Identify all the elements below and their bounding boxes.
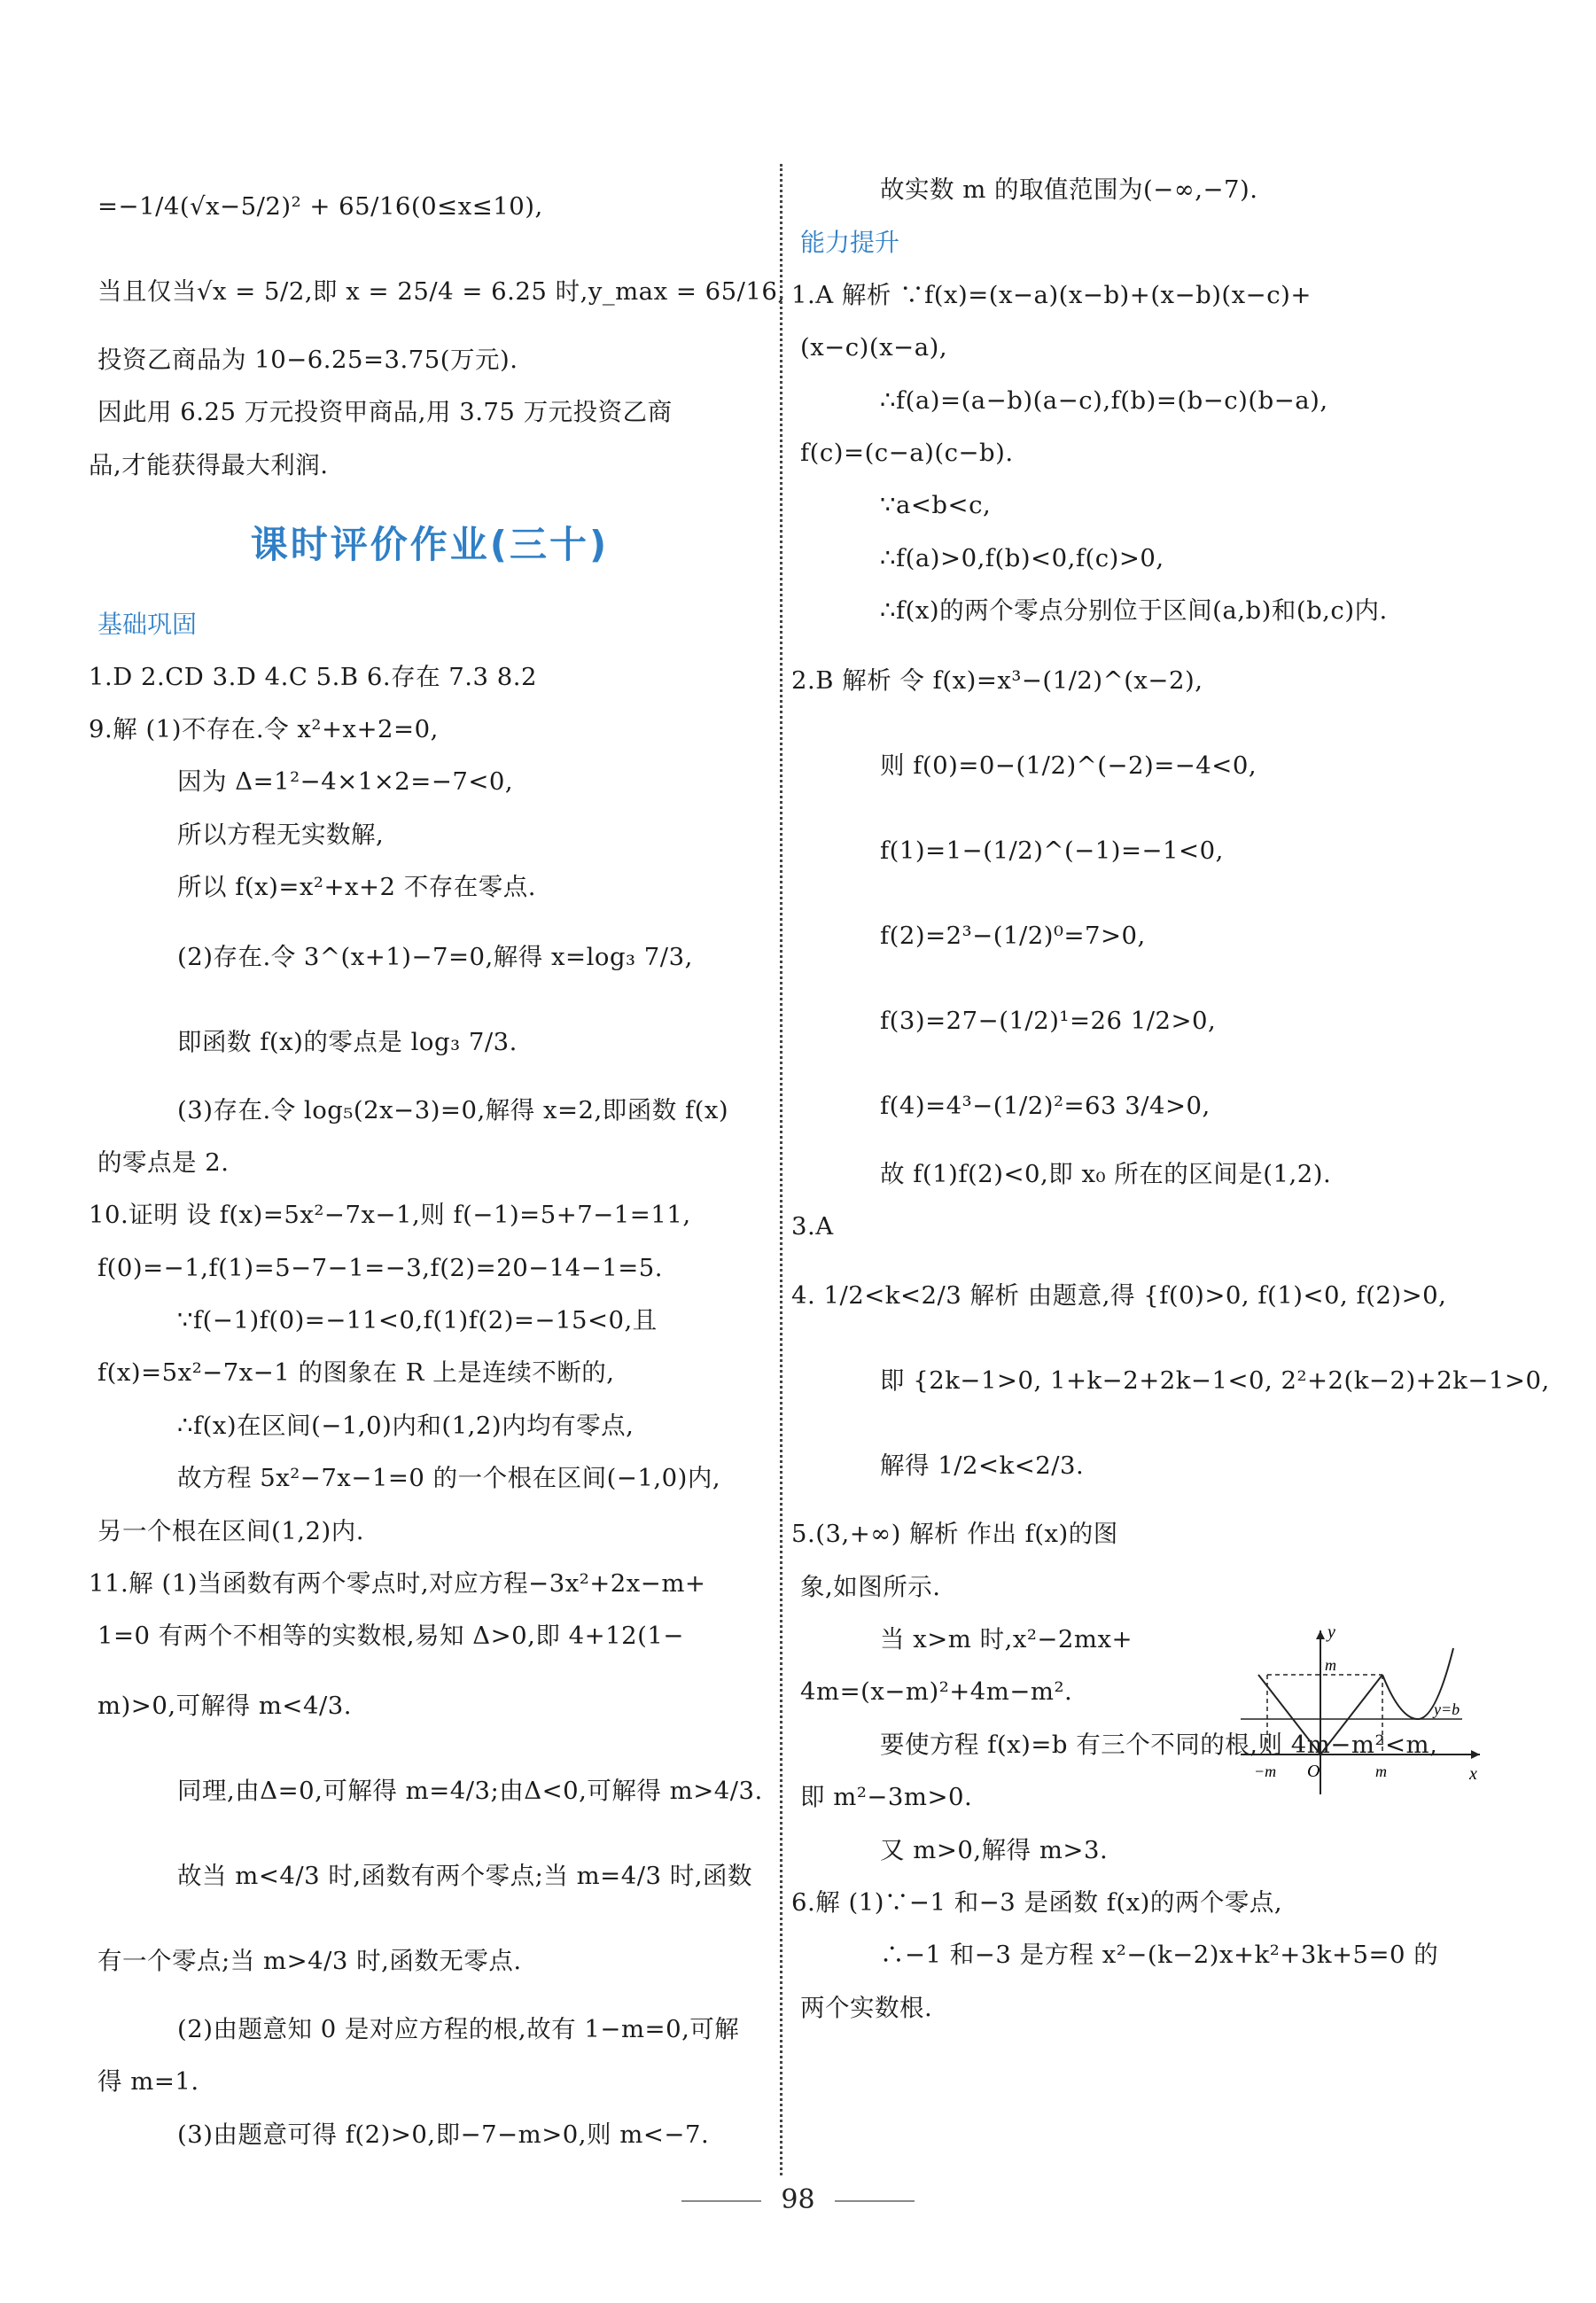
text-line: (x−c)(x−a), <box>800 333 948 362</box>
text-line: 故实数 m 的取值范围为(−∞,−7). <box>880 175 1258 204</box>
text-line: f(0)=−1,f(1)=5−7−1=−3,f(2)=20−14−1=5. <box>97 1253 664 1282</box>
x-axis-arrow <box>1471 1750 1480 1759</box>
footer-rule-right <box>835 2200 915 2202</box>
text-line: 投资乙商品为 10−6.25=3.75(万元). <box>97 346 518 374</box>
text-line: 另一个根在区间(1,2)内. <box>97 1516 364 1545</box>
y-label: y <box>1327 1622 1335 1642</box>
text-line: 所以方程无实数解, <box>177 820 385 849</box>
text-line: m)>0,可解得 m<4/3. <box>97 1691 352 1720</box>
text-line: (3)存在.令 log₅(2x−3)=0,解得 x=2,即函数 f(x) <box>177 1095 729 1124</box>
text-line: =−1/4(√x−5/2)² + 65/16(0≤x≤10), <box>97 192 543 221</box>
function-graph <box>1223 1622 1489 1799</box>
text-line: 1.A 解析 ∵f(x)=(x−a)(x−b)+(x−b)(x−c)+ <box>791 280 1312 309</box>
text-line: 象,如图所示. <box>800 1572 941 1601</box>
text-line: (2)存在.令 3^(x+1)−7=0,解得 x=log₃ 7/3, <box>177 942 693 971</box>
text-line: ∴f(a)>0,f(b)<0,f(c)>0, <box>880 543 1164 572</box>
text-line: (2)由题意知 0 是对应方程的根,故有 1−m=0,可解 <box>177 2014 740 2043</box>
text-line: 当 x>m 时,x²−2mx+ <box>880 1625 1133 1654</box>
text-line: 得 m=1. <box>97 2067 199 2097</box>
origin-label: O <box>1307 1762 1320 1781</box>
text-line: f(c)=(c−a)(c−b). <box>800 438 1014 467</box>
text-line: 则 f(0)=0−(1/2)^(−2)=−4<0, <box>880 751 1257 780</box>
text-line: 2.B 解析 令 f(x)=x³−(1/2)^(x−2), <box>791 665 1203 695</box>
text-line: 要使方程 f(x)=b 有三个不同的根,则 4m−m²<m, <box>880 1730 1438 1759</box>
text-line: 同理,由Δ=0,可解得 m=4/3;由Δ<0,可解得 m>4/3. <box>177 1776 763 1805</box>
text-line: ∵a<b<c, <box>880 491 992 520</box>
text-line: 有一个零点;当 m>4/3 时,函数无零点. <box>97 1946 522 1975</box>
yb-label: y=b <box>1434 1700 1460 1718</box>
section-heading: 基础巩固 <box>97 610 198 640</box>
page-title: 课时评价作业(三十) <box>250 523 610 567</box>
text-line: 1=0 有两个不相等的实数根,易知 Δ>0,即 4+12(1− <box>97 1622 684 1651</box>
text-line: 因此用 6.25 万元投资甲商品,用 3.75 万元投资乙商 <box>97 398 673 427</box>
y-axis-arrow <box>1316 1630 1325 1639</box>
text-line: 两个实数根. <box>800 1993 933 2022</box>
text-line: ∴f(a)=(a−b)(a−c),f(b)=(b−c)(b−a), <box>880 385 1328 415</box>
text-line: 即 {2k−1>0, 1+k−2+2k−1<0, 2²+2(k−2)+2k−1>0, <box>880 1366 1550 1396</box>
answer-key: 1.D 2.CD 3.D 4.C 5.B 6.存在 7.3 8.2 <box>89 662 538 691</box>
text-line: f(3)=27−(1/2)¹=26 1/2>0, <box>880 1006 1217 1035</box>
text-line: f(x)=5x²−7x−1 的图象在 R 上是连续不断的, <box>97 1358 615 1388</box>
text-line: 所以 f(x)=x²+x+2 不存在零点. <box>177 873 537 902</box>
text-line: 3.A <box>791 1211 834 1241</box>
x-label: x <box>1469 1764 1477 1784</box>
text-line: 即函数 f(x)的零点是 log₃ 7/3. <box>177 1027 518 1056</box>
text-line: 故当 m<4/3 时,函数有两个零点;当 m=4/3 时,函数 <box>177 1861 752 1890</box>
text-line: 5.(3,+∞) 解析 作出 f(x)的图 <box>791 1520 1118 1549</box>
text-line: 的零点是 2. <box>97 1148 230 1177</box>
text-line: 因为 Δ=1²−4×1×2=−7<0, <box>177 767 514 797</box>
text-line: 故 f(1)f(2)<0,即 x₀ 所在的区间是(1,2). <box>880 1159 1332 1188</box>
neg-m-label: −m <box>1254 1762 1277 1780</box>
text-line: (3)由题意可得 f(2)>0,即−7−m>0,则 m<−7. <box>177 2120 710 2149</box>
text-line: ∴f(x)的两个零点分别位于区间(a,b)和(b,c)内. <box>880 596 1388 626</box>
pos-m-label: m <box>1375 1762 1387 1780</box>
text-line: f(4)=4³−(1/2)²=63 3/4>0, <box>880 1091 1211 1120</box>
page-footer <box>0 2184 1596 2215</box>
column-divider <box>780 164 782 2175</box>
text-line: 4. 1/2<k<2/3 解析 由题意,得 {f(0)>0, f(1)<0, f(2)>0, <box>791 1281 1447 1311</box>
text-line: 故方程 5x²−7x−1=0 的一个根在区间(−1,0)内, <box>177 1464 721 1493</box>
left-column <box>89 164 786 2161</box>
text-line: ∴−1 和−3 是方程 x²−(k−2)x+k²+3k+5=0 的 <box>880 1941 1439 1970</box>
text-line: 当且仅当√x = 5/2,即 x = 25/4 = 6.25 时,y_max = 65/16, <box>97 277 786 306</box>
text-line: f(2)=2³−(1/2)⁰=7>0, <box>880 921 1146 950</box>
section-heading: 能力提升 <box>800 228 900 258</box>
text-line: 解得 1/2<k<2/3. <box>880 1451 1085 1481</box>
m-level-label: m <box>1325 1656 1336 1674</box>
footer-rule-left <box>681 2200 761 2202</box>
text-line: 4m=(x−m)²+4m−m². <box>800 1677 1073 1707</box>
text-line: 品,才能获得最大利润. <box>89 450 329 479</box>
text-line: 9.解 (1)不存在.令 x²+x+2=0, <box>89 714 439 743</box>
text-line: 11.解 (1)当函数有两个零点时,对应方程−3x²+2x−m+ <box>89 1569 706 1599</box>
text-line: ∴f(x)在区间(−1,0)内和(1,2)内均有零点, <box>177 1411 635 1440</box>
text-line: 又 m>0,解得 m>3. <box>880 1835 1109 1864</box>
text-line: ∵f(−1)f(0)=−11<0,f(1)f(2)=−15<0,且 <box>177 1306 658 1335</box>
text-line: f(1)=1−(1/2)^(−1)=−1<0, <box>880 836 1224 865</box>
text-line: 10.证明 设 f(x)=5x²−7x−1,则 f(−1)=5+7−1=11, <box>89 1201 691 1230</box>
page-number: 98 <box>781 2184 815 2215</box>
text-line: 6.解 (1)∵−1 和−3 是函数 f(x)的两个零点, <box>791 1888 1283 1918</box>
text-line: 即 m²−3m>0. <box>800 1783 973 1812</box>
